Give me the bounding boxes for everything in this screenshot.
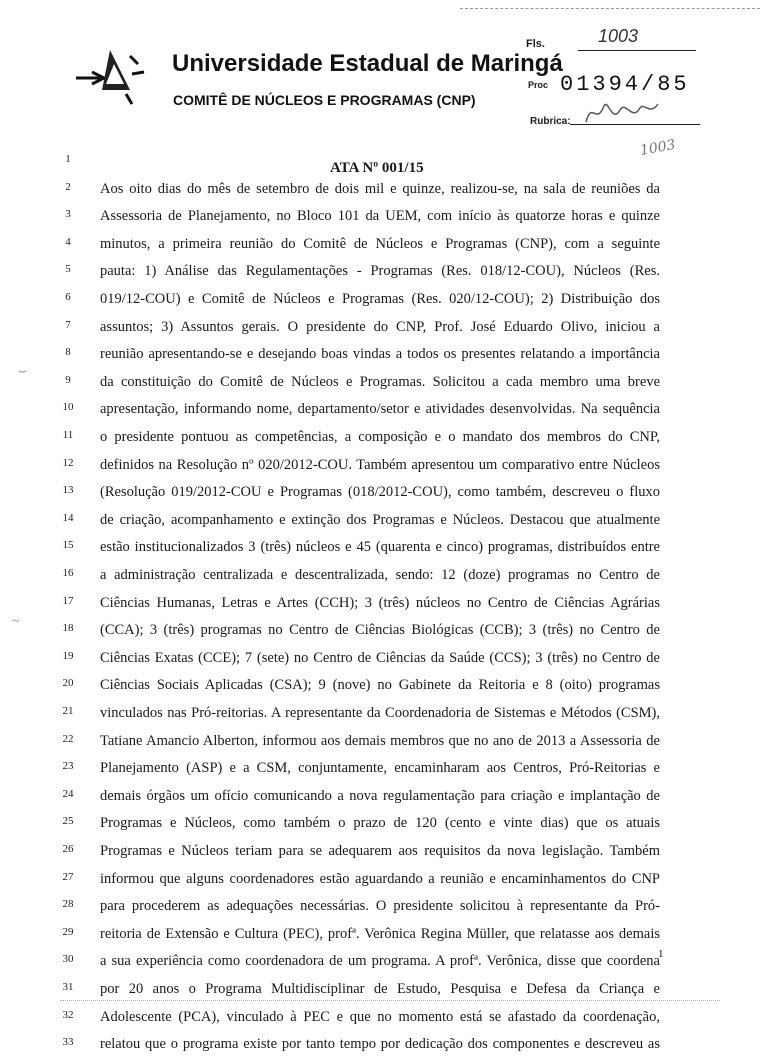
- line-number: 26: [62, 843, 74, 855]
- body-text-line: 019/12-COU) e Comitê de Núcleos e Programas (Res. 020/12-COU); 2) Distribuição dos: [100, 291, 660, 307]
- line-number: 4: [65, 235, 71, 248]
- stamp-fls-value: 1003: [598, 26, 639, 46]
- body-text-line: (CCA); 3 (três) programas no Centro de Ciências Biológicas (CCB); 3 (três) no Centro de: [100, 622, 660, 639]
- body-text-line: o presidente pontuou as competências, a composição e o mandato dos membros do CNP,: [100, 429, 660, 445]
- body-text-line: Aos oito dias do mês de setembro de dois mil e quinze, realizou-se, na sala de reuniões da: [100, 180, 660, 197]
- line-number: 21: [62, 705, 74, 717]
- page-number: 1: [658, 948, 664, 960]
- body-text-line: definidos na Resolução nº 020/2012-COU. Também apresentou um comparativo entre Núcleos: [100, 456, 660, 473]
- body-text-line: reitoria de Extensão e Cultura (PEC), profª. Verônica Regina Müller, que relatasse aos demais: [100, 925, 660, 942]
- line-number: 15: [62, 539, 74, 552]
- body-text-line: Programas e Núcleos teriam para se adequarem aos requisitos da nova legislação. Também: [100, 843, 660, 859]
- line-number: 27: [62, 870, 74, 883]
- body-text-line: para procederem as adequações necessárias. O presidente solicitou à representante da Pró-: [100, 898, 660, 915]
- body-text-line: por 20 anos o Programa Multidisciplinar de Estudo, Pesquisa e Defesa da Criança e: [100, 981, 660, 997]
- body-text-line: relatou que o programa existe por tanto tempo por dedicação dos componentes e descreveu as: [100, 1036, 660, 1053]
- body-text-line: Ciências Humanas, Letras e Artes (CCH); 3 (três) núcleos no Centro de Ciências Agrárias: [100, 594, 660, 611]
- line-number: 11: [62, 429, 74, 441]
- body-text-line: a sua experiência como coordenadora de um programa. A profª. Verônica, disse que coordena: [100, 953, 660, 970]
- body-text-line: (Resolução 019/2012-COU e Programas (018/2012-COU), como também, descreveu o fluxo: [100, 484, 660, 501]
- line-number: 5: [65, 263, 71, 276]
- margin-mark: ~: [12, 614, 20, 629]
- document-title: ATA Nº 001/15: [330, 160, 424, 176]
- line-number: 22: [62, 732, 74, 745]
- line-number: 13: [62, 484, 74, 497]
- line-number: 17: [62, 594, 74, 607]
- stamp-rubrica-label: Rubrica:: [530, 116, 571, 127]
- stamp-fls-label: Fls.: [526, 38, 545, 50]
- body-text-line: informou que alguns coordenadores estão aguardando a reunião e encaminhamentos do CNP: [100, 870, 660, 887]
- scan-artifact-bottom: [60, 1000, 720, 1001]
- line-number: 24: [62, 787, 74, 800]
- line-number: 30: [62, 953, 74, 966]
- handwritten-rubric-signature: [582, 96, 662, 128]
- body-text-line: demais órgãos um ofício comunicando a nova regulamentação para criação e implantação de: [100, 787, 660, 804]
- stamp-process-number: 01394/85: [560, 72, 690, 97]
- line-number: 16: [62, 567, 74, 579]
- body-text-line: assuntos; 3) Assuntos gerais. O presidente do CNP, Prof. José Eduardo Olivo, iniciou a: [100, 318, 660, 335]
- line-number: 3: [65, 208, 71, 221]
- line-number: 8: [65, 346, 71, 359]
- body-text-line: reunião apresentando-se e desejando boas vindas a todos os presentes relatando a importância: [100, 346, 660, 363]
- line-number: 20: [62, 677, 74, 690]
- stamp-proc-label: Proc: [528, 80, 549, 90]
- line-number: 1: [65, 153, 71, 165]
- line-number: 28: [62, 898, 74, 911]
- body-text-line: Adolescente (PCA), vinculado à PEC e que no momento está se afastado da coordenação,: [100, 1008, 660, 1025]
- body-text-line: apresentação, informando nome, departamento/setor e atividades desenvolvidas. Na sequência: [100, 401, 660, 418]
- line-number: 19: [62, 649, 74, 662]
- line-number: 7: [65, 318, 71, 331]
- body-text-line: Planejamento (ASP) e a CSM, conjuntamente, encaminharam aos Centros, Pró-Reitorias e: [100, 760, 660, 777]
- body-text-line: vinculados nas Pró-reitorias. A representante da Coordenadoria de Sistemas e Métodos (CSM),: [100, 705, 660, 721]
- university-name: Universidade Estadual de Maringá: [172, 50, 563, 77]
- body-text-line: [100, 148, 660, 174]
- body-text-line: da constituição do Comitê de Núcleos e Programas. Solicitou a cada membro uma breve: [100, 373, 660, 390]
- line-number: 18: [62, 622, 74, 635]
- body-text-line: Programas e Núcleos, como também o prazo de 120 (cento e vinte dias) que os atuais: [100, 815, 660, 832]
- line-number: 29: [62, 925, 74, 938]
- body-text-line: Tatiane Amancio Alberton, informou aos demais membros que no ano de 2013 a Assessoria de: [100, 732, 660, 749]
- line-number: 10: [62, 401, 74, 414]
- body-text-line: de criação, acompanhamento e extinção dos Programas e Núcleos. Destacou que atualmente: [100, 511, 660, 528]
- line-number: 6: [65, 291, 71, 303]
- line-number: 12: [62, 456, 74, 469]
- body-text-line: minutos, a primeira reunião do Comitê de Núcleos e Programas (CNP), com a seguinte: [100, 235, 660, 252]
- line-number: 23: [62, 760, 74, 773]
- body-text-line: Ciências Sociais Aplicadas (CSA); 9 (nove) no Gabinete da Reitoria e 8 (oito) programas: [100, 677, 660, 694]
- line-number: 14: [62, 511, 74, 524]
- margin-handwritten-number: 1003: [638, 137, 677, 159]
- stamp-fls-line: [578, 50, 696, 51]
- body-text-line: a administração centralizada e descentralizada, sendo: 12 (doze) programas no Centro de: [100, 567, 660, 583]
- uem-logo-icon: [74, 44, 154, 106]
- body-text-line: pauta: 1) Análise das Regulamentações - Programas (Res. 018/12-COU), Núcleos (Res.: [100, 263, 660, 280]
- line-number: 2: [65, 180, 71, 193]
- body-text-line: Ciências Exatas (CCE); 7 (sete) no Centro de Ciências da Saúde (CCS); 3 (três) no Centro de: [100, 649, 660, 666]
- body-text-line: Assessoria de Planejamento, no Bloco 101 da UEM, com início às quatorze horas e quinze: [100, 208, 660, 225]
- scan-artifact-top: [460, 8, 760, 9]
- line-number: 31: [62, 981, 74, 993]
- body-text-line: estão institucionalizados 3 (três) núcleos e 45 (quarenta e cinco) programas, distribuídos entre: [100, 539, 660, 556]
- committee-name: COMITÊ DE NÚCLEOS E PROGRAMAS (CNP): [173, 92, 476, 108]
- line-number: 9: [65, 373, 71, 386]
- line-number: 33: [62, 1036, 74, 1049]
- line-number: 25: [62, 815, 74, 828]
- line-number: 32: [62, 1008, 74, 1021]
- margin-mark: ⌣: [18, 364, 28, 379]
